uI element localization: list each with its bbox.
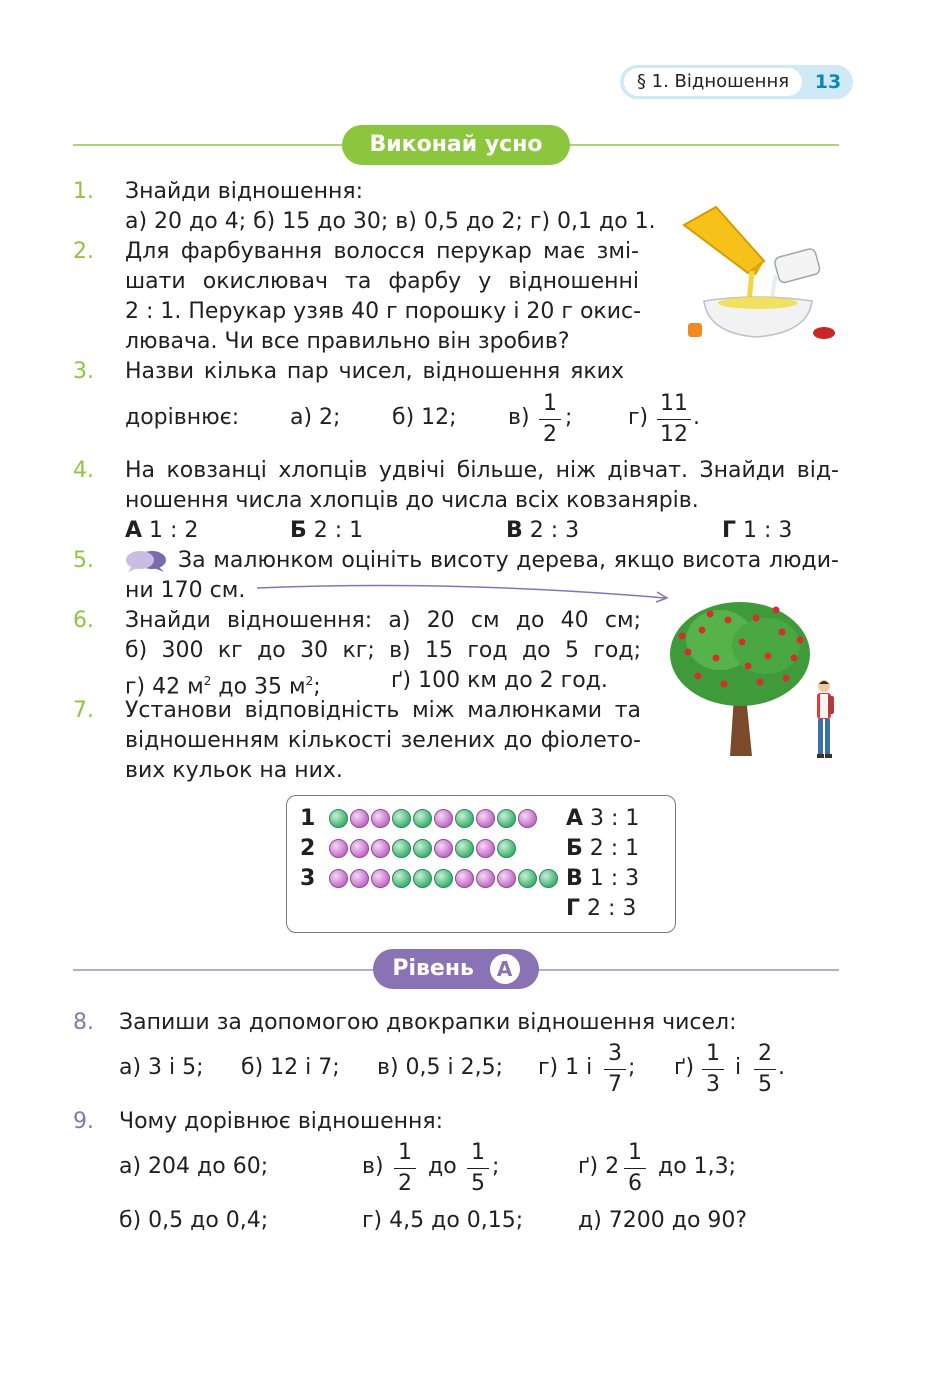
green-bead xyxy=(539,869,558,888)
banner-oral: Виконай усно xyxy=(342,125,570,165)
task-9-line-1: Чому дорівнює відношення: xyxy=(119,1109,444,1134)
purple-bead xyxy=(476,869,495,888)
purple-bead xyxy=(329,869,348,888)
matching-row-label: 2 xyxy=(300,836,316,861)
task-5-line-2: ни 170 см. xyxy=(125,578,246,603)
hair-dye-illustration xyxy=(676,205,836,345)
fraction-numerator: 1 xyxy=(543,391,557,416)
purple-bead xyxy=(497,869,516,888)
purple-bead xyxy=(350,869,369,888)
matching-row-label: 1 xyxy=(300,806,316,831)
matching-answer-a xyxy=(566,804,639,834)
task-2-number: 2. xyxy=(73,239,94,264)
answer-value: 3 : 1 xyxy=(590,806,640,831)
apple-tree-illustration xyxy=(668,596,840,760)
task-9-v-do: до xyxy=(428,1154,457,1179)
task-3-g-end: . xyxy=(693,405,700,430)
fraction-denominator: 12 xyxy=(660,422,688,447)
fraction-denominator: 2 xyxy=(543,422,557,447)
green-bead xyxy=(497,809,516,828)
fraction-denominator: 6 xyxy=(628,1171,642,1196)
green-bead xyxy=(497,839,516,858)
divider-green-left xyxy=(73,144,348,146)
purple-bead xyxy=(350,809,369,828)
task-4-line-2: ношення числа хлопців до числа всіх ковзанярів. xyxy=(125,488,699,513)
fraction-1-3 xyxy=(702,1041,724,1098)
fraction-denominator: 2 xyxy=(398,1171,412,1196)
fraction-bar xyxy=(539,419,561,420)
divider-purple-right xyxy=(535,969,839,971)
task-6-option-gg: ґ) 100 км до 2 год. xyxy=(391,668,608,693)
discussion-icon xyxy=(124,549,168,573)
fraction-1-6 xyxy=(624,1140,646,1197)
green-bead xyxy=(392,839,411,858)
answer-value: 2 : 1 xyxy=(589,836,640,861)
fraction-numerator: 1 xyxy=(398,1140,412,1165)
green-bead xyxy=(413,869,432,888)
task-6-g-part1: г) 42 м xyxy=(125,674,204,700)
level-label: Рівень xyxy=(392,956,474,981)
answer-key: Г xyxy=(566,896,581,921)
task-5-number: 5. xyxy=(73,548,94,573)
task-7-line-3: вих кульок на них. xyxy=(125,758,343,783)
green-bead xyxy=(518,869,537,888)
purple-bead xyxy=(371,809,390,828)
green-bead xyxy=(413,809,432,828)
fraction-numerator: 1 xyxy=(628,1140,642,1165)
task-9-option-v: в) xyxy=(362,1154,384,1179)
task-8-gg-end: . xyxy=(778,1055,785,1080)
purple-bead xyxy=(455,869,474,888)
fraction-11-12 xyxy=(657,391,691,448)
option-value: 1 : 3 xyxy=(743,518,793,543)
answer-key: Б xyxy=(566,836,583,861)
task-3-label: дорівнює: xyxy=(125,405,240,430)
option-key: В xyxy=(506,518,523,543)
task-9-option-gg: ґ) 2 xyxy=(578,1154,620,1179)
task-8-g-end: ; xyxy=(628,1055,636,1080)
task-4-number: 4. xyxy=(73,458,94,483)
purple-bead xyxy=(329,839,348,858)
purple-bead xyxy=(350,839,369,858)
task-9-option-a: а) 204 до 60; xyxy=(119,1154,269,1179)
task-3-option-a: а) 2; xyxy=(290,405,341,430)
task-3-option-b: б) 12; xyxy=(392,405,457,430)
fraction-1-2 xyxy=(394,1140,416,1197)
answer-value: 1 : 3 xyxy=(589,866,640,891)
task-2-line-2: шати окислювач та фарбу у відношенні xyxy=(125,269,639,294)
fraction-1-5 xyxy=(467,1140,489,1197)
option-value: 1 : 2 xyxy=(149,518,199,543)
fraction-numerator: 3 xyxy=(608,1041,622,1066)
page-number: 13 xyxy=(814,71,842,93)
fraction-3-7 xyxy=(604,1041,626,1098)
green-bead xyxy=(455,809,474,828)
fraction-denominator: 3 xyxy=(706,1072,720,1097)
task-8-number: 8. xyxy=(73,1010,94,1035)
fraction-bar xyxy=(604,1069,626,1070)
task-9-v-end: ; xyxy=(492,1154,500,1179)
task-3-v-end: ; xyxy=(565,405,573,430)
task-8-option-a: а) 3 і 5; xyxy=(119,1055,204,1080)
level-badge: А xyxy=(490,954,520,984)
task-8-line-1: Запиши за допомогою двокрапки відношення чисел: xyxy=(119,1010,737,1035)
green-bead xyxy=(329,809,348,828)
green-bead xyxy=(413,839,432,858)
fraction-bar xyxy=(702,1069,724,1070)
divider-purple-left xyxy=(73,969,378,971)
fraction-numerator: 1 xyxy=(706,1041,720,1066)
task-7-line-2: відношенням кількості зелених до фіолето- xyxy=(125,728,641,753)
task-7-line-1: Установи відповідність між малюнками та xyxy=(125,698,641,723)
task-2-line-3: 2 : 1. Перукар узяв 40 г порошку і 20 г окис- xyxy=(125,299,642,324)
arrow-to-tree-icon xyxy=(255,582,675,604)
option-value: 2 : 1 xyxy=(313,518,364,543)
task-3-number: 3. xyxy=(73,359,94,384)
option-key: Б xyxy=(290,518,307,543)
fraction-denominator: 5 xyxy=(758,1072,772,1097)
task-3-option-g: г) xyxy=(628,405,649,430)
task-1-number: 1. xyxy=(73,179,94,204)
task-9-number: 9. xyxy=(73,1109,94,1134)
divider-green-right xyxy=(566,144,839,146)
section-title: § 1. Відношення xyxy=(624,68,802,96)
task-6-number: 6. xyxy=(73,608,94,633)
purple-bead xyxy=(371,869,390,888)
option-value: 2 : 3 xyxy=(529,518,580,543)
fraction-bar xyxy=(657,419,691,420)
task-9-gg-end: до 1,3; xyxy=(658,1154,737,1179)
task-4-option-g xyxy=(722,516,792,546)
fraction-numerator: 2 xyxy=(758,1041,772,1066)
option-key: А xyxy=(125,518,143,543)
green-bead xyxy=(455,839,474,858)
task-8-option-b: б) 12 і 7; xyxy=(241,1055,340,1080)
task-6-g-part3: ; xyxy=(313,674,321,700)
superscript: 2 xyxy=(203,674,212,688)
matching-answer-b xyxy=(566,834,639,864)
fraction-denominator: 5 xyxy=(471,1171,485,1196)
task-6-line-2: б) 300 кг до 30 кг; в) 15 год до 5 год; xyxy=(125,638,641,663)
answer-value: 2 : 3 xyxy=(587,896,637,921)
task-2-line-1: Для фарбування волосся перукар має змі- xyxy=(125,239,639,264)
task-2-line-4: лювача. Чи все правильно він зробив? xyxy=(125,329,570,354)
task-8-option-v: в) 0,5 і 2,5; xyxy=(377,1055,504,1080)
option-key: Г xyxy=(722,518,737,543)
matching-row-label: 3 xyxy=(300,866,316,891)
answer-key: А xyxy=(566,806,584,831)
fraction-numerator: 1 xyxy=(471,1140,485,1165)
purple-bead xyxy=(434,839,453,858)
task-5-line-1: За малюнком оцініть висоту дерева, якщо висота люди- xyxy=(178,548,839,573)
task-4-line-1: На ковзанці хлопців удвічі більше, ніж дівчат. Знайди від- xyxy=(125,458,839,483)
fraction-1-2 xyxy=(539,391,561,448)
fraction-denominator: 7 xyxy=(608,1072,622,1097)
green-bead xyxy=(434,869,453,888)
purple-bead xyxy=(434,809,453,828)
task-6-line-1: Знайди відношення: а) 20 см до 40 см; xyxy=(125,608,641,633)
answer-key: В xyxy=(566,866,583,891)
fraction-bar xyxy=(467,1168,489,1169)
green-bead xyxy=(392,869,411,888)
task-7-number: 7. xyxy=(73,698,94,723)
task-8-option-g: г) 1 і xyxy=(538,1055,593,1080)
banner-level xyxy=(373,949,539,989)
green-bead xyxy=(392,809,411,828)
task-4-option-v xyxy=(506,516,579,546)
fraction-bar xyxy=(394,1168,416,1169)
purple-bead xyxy=(518,809,537,828)
task-9-option-d: д) 7200 до 90? xyxy=(578,1208,748,1233)
task-1-line-1: Знайди відношення: xyxy=(125,179,363,204)
task-4-option-b xyxy=(290,516,363,546)
task-9-option-b: б) 0,5 до 0,4; xyxy=(119,1208,269,1233)
fraction-bar xyxy=(754,1069,776,1070)
task-8-option-gg: ґ) xyxy=(674,1055,695,1080)
task-3-line-1: Назви кілька пар чисел, відношення яких xyxy=(125,359,624,384)
purple-bead xyxy=(371,839,390,858)
task-4-option-a xyxy=(125,516,198,546)
matching-answer-g xyxy=(566,894,636,924)
matching-answer-v xyxy=(566,864,639,894)
task-1-line-2: а) 20 до 4; б) 15 до 30; в) 0,5 до 2; г) 0,1 до 1. xyxy=(125,209,656,234)
superscript: 2 xyxy=(305,674,314,688)
task-9-option-g: г) 4,5 до 0,15; xyxy=(362,1208,524,1233)
purple-bead xyxy=(476,809,495,828)
fraction-numerator: 11 xyxy=(660,391,688,416)
task-3-option-v: в) xyxy=(508,405,530,430)
fraction-bar xyxy=(624,1168,646,1169)
purple-bead xyxy=(476,839,495,858)
task-8-gg-and: і xyxy=(735,1055,742,1080)
fraction-2-5 xyxy=(754,1041,776,1098)
task-6-g-part2: до 35 м xyxy=(211,674,306,700)
